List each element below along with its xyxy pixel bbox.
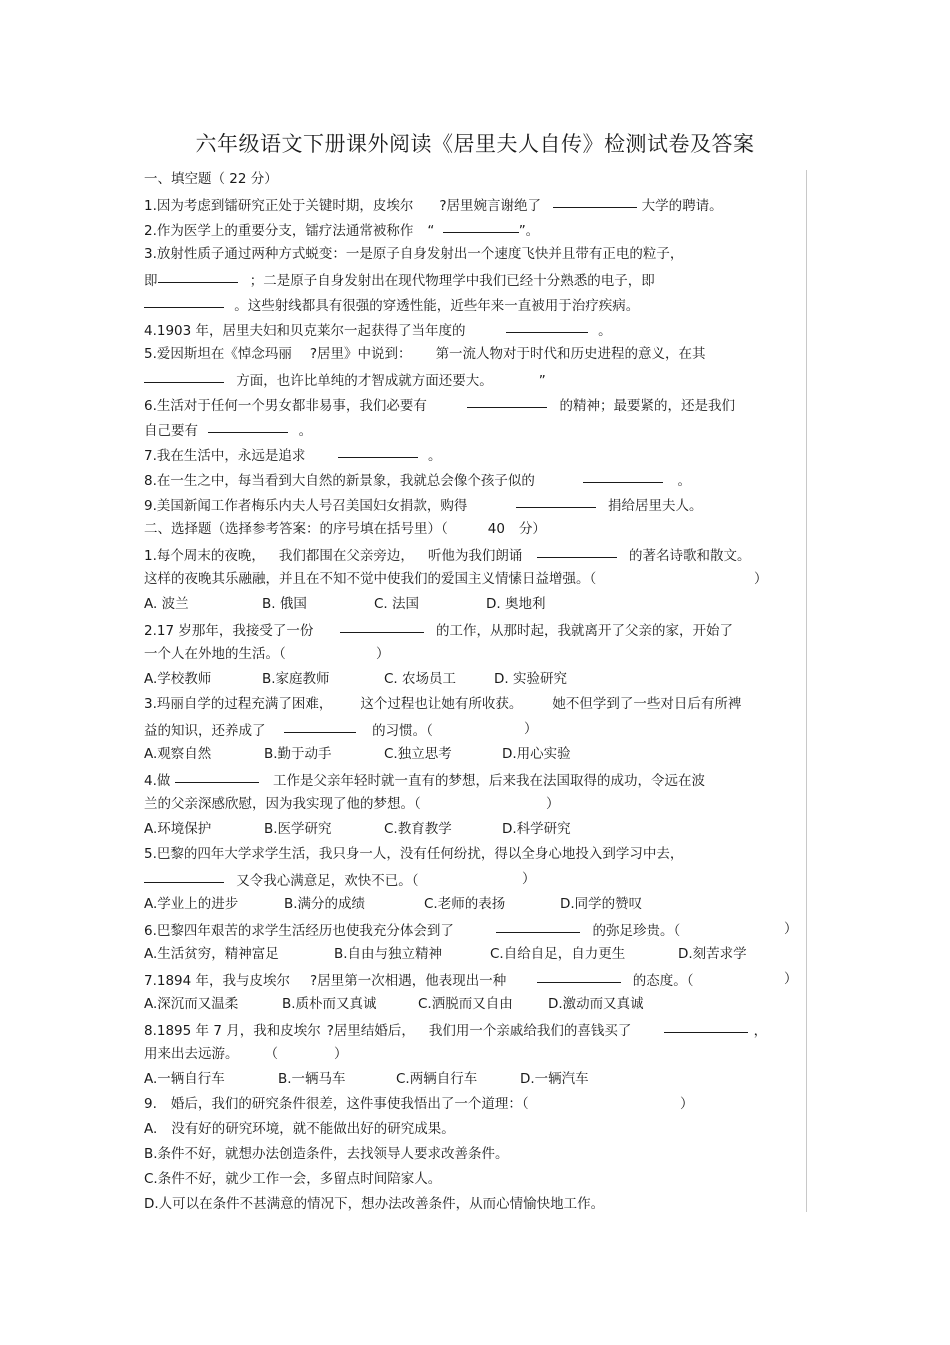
answer-blank[interactable] bbox=[516, 492, 596, 508]
option-d[interactable]: D. 实验研究 bbox=[494, 671, 567, 687]
answer-paren[interactable]: ） bbox=[524, 721, 538, 737]
answer-paren[interactable]: ） bbox=[522, 871, 536, 887]
option-d[interactable]: D.激动而又真诚 bbox=[548, 996, 644, 1012]
answer-blank[interactable] bbox=[175, 767, 259, 783]
option-c[interactable]: C. 法国 bbox=[374, 596, 420, 612]
answer-blank[interactable] bbox=[144, 367, 224, 383]
question-1-9: 9.美国新闻工作者梅乐内夫人号召美国妇女捐款，购得 捐给居里夫人。 bbox=[144, 492, 804, 517]
question-2-5-line2: 又令我心满意足，欢快不已。（ ） bbox=[144, 867, 804, 892]
question-1-7: 7.我在生活中，永远是追求 。 bbox=[144, 442, 804, 467]
answer-blank[interactable] bbox=[443, 217, 519, 233]
option-d[interactable]: D.科学研究 bbox=[502, 821, 571, 837]
answer-paren[interactable]: ） bbox=[784, 971, 798, 987]
answer-paren[interactable]: ） bbox=[546, 796, 560, 812]
question-2-4-line1: 4.做 工作是父亲年轻时就一直有的梦想，后来我在法国取得的成功，令远在波 bbox=[144, 767, 804, 792]
option-a[interactable]: A. 波兰 bbox=[144, 596, 189, 612]
option-d[interactable]: D.刻苦求学 bbox=[678, 946, 747, 962]
option-a[interactable]: A.学业上的进步 bbox=[144, 896, 239, 912]
section-heading-fill-blank: 一、填空题（ 22 分） bbox=[144, 171, 278, 187]
option-c[interactable]: C.老师的表扬 bbox=[424, 896, 506, 912]
question-2-1-line2: 这样的夜晚其乐融融，并且在不知不觉中使我们的爱国主义情愫日益增强。（ ） bbox=[144, 567, 804, 592]
answer-blank[interactable] bbox=[144, 292, 224, 308]
answer-blank[interactable] bbox=[158, 267, 238, 283]
answer-blank[interactable] bbox=[338, 442, 418, 458]
answer-blank[interactable] bbox=[537, 542, 617, 558]
answer-paren[interactable]: ） bbox=[680, 1096, 694, 1112]
question-1-4: 4.1903 年，居里夫妇和贝克莱尔一起获得了当年度的 。 bbox=[144, 317, 804, 342]
answer-blank[interactable] bbox=[537, 967, 621, 983]
question-2-9-option-d[interactable]: D.人可以在条件不甚满意的情况下，想办法改善条件，从而心情愉快地工作。 bbox=[144, 1196, 605, 1212]
option-d[interactable]: D.一辆汽车 bbox=[520, 1071, 589, 1087]
option-b[interactable]: B.满分的成绩 bbox=[284, 896, 366, 912]
answer-blank[interactable] bbox=[506, 317, 588, 333]
question-1-3-line2: 即 ；二是原子自身发射出在现代物理学中我们已经十分熟悉的电子，即 bbox=[144, 267, 804, 292]
answer-blank[interactable] bbox=[284, 717, 356, 733]
answer-blank[interactable] bbox=[664, 1017, 748, 1033]
answer-paren[interactable]: ） bbox=[376, 646, 390, 662]
question-2-8-options bbox=[144, 1067, 804, 1092]
question-1-2: 2.作为医学上的重要分支，镭疗法通常被称作 “ ”。 bbox=[144, 217, 804, 242]
option-c[interactable]: C.洒脱而又自由 bbox=[418, 996, 513, 1012]
question-2-1-options bbox=[144, 592, 804, 617]
option-c[interactable]: C.两辆自行车 bbox=[396, 1071, 478, 1087]
option-c[interactable]: C.教育教学 bbox=[384, 821, 452, 837]
question-2-9-option-b[interactable]: B.条件不好，就想办法创造条件，去找领导人要求改善条件。 bbox=[144, 1146, 509, 1162]
question-2-9-option-a[interactable]: A. 没有好的研究环境，就不能做出好的研究成果。 bbox=[144, 1121, 455, 1137]
question-1-6-line1: 6.生活对于任何一个男女都非易事，我们必要有 的精神；最要紧的，还是我们 bbox=[144, 392, 804, 417]
option-b[interactable]: B.勤于动手 bbox=[264, 746, 332, 762]
question-2-1-line1: 1.每个周末的夜晚， 我们都围在父亲旁边， 听他为我们朗诵 的著名诗歌和散文。 bbox=[144, 542, 804, 567]
option-c[interactable]: C.自给自足，自力更生 bbox=[490, 946, 626, 962]
answer-paren[interactable]: ） bbox=[784, 921, 798, 937]
option-d[interactable]: D.用心实验 bbox=[502, 746, 571, 762]
margin-rule bbox=[806, 170, 807, 1212]
question-2-5-options bbox=[144, 892, 804, 917]
option-b[interactable]: B.医学研究 bbox=[264, 821, 332, 837]
answer-blank[interactable] bbox=[553, 192, 637, 208]
section-heading-multiple-choice: 二、选择题（选择参考答案：的序号填在括号里）（ 40 分） bbox=[144, 521, 546, 537]
question-1-5-line2: 方面，也许比单纯的才智成就方面还要大。 ” bbox=[144, 367, 804, 392]
exam-body bbox=[144, 167, 804, 1217]
option-a[interactable]: A.生活贫穷，精神富足 bbox=[144, 946, 279, 962]
question-1-3-line1: 3.放射性质子通过两种方式蜕变：一是原子自身发射出一个速度飞快并且带有正电的粒子， bbox=[144, 246, 684, 262]
question-2-8-line1: 8.1895 年 7 月，我和皮埃尔 ?居里结婚后， 我们用一个亲戚给我们的喜钱买了 ， bbox=[144, 1017, 804, 1042]
option-d[interactable]: D.同学的赞叹 bbox=[560, 896, 643, 912]
question-1-5-line1: 5.爱因斯坦在《悼念玛丽 ?居里》中说到： 第一流人物对于时代和历史进程的意义，在其 bbox=[144, 346, 706, 362]
question-2-9: 9. 婚后，我们的研究条件很差，这件事使我悟出了一个道理：（ ） bbox=[144, 1092, 804, 1117]
answer-blank[interactable] bbox=[467, 392, 547, 408]
question-2-8-line2: 用来出去远游。 （ ） bbox=[144, 1042, 804, 1067]
page-title: 六年级语文下册课外阅读《居里夫人自传》检测试卷及答案 bbox=[195, 132, 755, 156]
answer-blank[interactable] bbox=[496, 917, 580, 933]
option-a[interactable]: A.深沉而又温柔 bbox=[144, 996, 239, 1012]
option-b[interactable]: B.自由与独立精神 bbox=[334, 946, 443, 962]
answer-blank[interactable] bbox=[208, 417, 288, 433]
question-2-4-line2: 兰的父亲深感欣慰，因为我实现了他的梦想。（ ） bbox=[144, 792, 804, 817]
question-2-2-line2: 一个人在外地的生活。（ ） bbox=[144, 642, 804, 667]
question-2-3-options bbox=[144, 742, 804, 767]
question-2-4-options bbox=[144, 817, 804, 842]
option-a[interactable]: A.学校教师 bbox=[144, 671, 212, 687]
option-c[interactable]: C. 农场员工 bbox=[384, 671, 457, 687]
option-b[interactable]: B. 俄国 bbox=[262, 596, 307, 612]
question-2-7-options bbox=[144, 992, 804, 1017]
option-c[interactable]: C.独立思考 bbox=[384, 746, 452, 762]
answer-paren[interactable]: ） bbox=[334, 1046, 348, 1062]
question-2-3-line1: 3.玛丽自学的过程充满了困难， 这个过程也让她有所收获。 她不但学到了一些对日后有所裨 bbox=[144, 696, 742, 712]
option-b[interactable]: B.质朴而又真诚 bbox=[282, 996, 377, 1012]
question-1-6-line2: 自己要有 。 bbox=[144, 417, 804, 442]
option-d[interactable]: D. 奥地利 bbox=[486, 596, 546, 612]
question-2-3-line2: 益的知识，还养成了 的习惯。（ ） bbox=[144, 717, 804, 742]
question-2-7: 7.1894 年，我与皮埃尔 ?居里第一次相遇，他表现出一种 的态度。（ ） bbox=[144, 967, 804, 992]
question-2-9-option-c[interactable]: C.条件不好，就少工作一会，多留点时间陪家人。 bbox=[144, 1171, 442, 1187]
option-b[interactable]: B.一辆马车 bbox=[278, 1071, 346, 1087]
answer-blank[interactable] bbox=[340, 617, 424, 633]
question-2-6-options bbox=[144, 942, 804, 967]
option-b[interactable]: B.家庭教师 bbox=[262, 671, 330, 687]
option-a[interactable]: A.观察自然 bbox=[144, 746, 212, 762]
option-a[interactable]: A.一辆自行车 bbox=[144, 1071, 225, 1087]
answer-blank[interactable] bbox=[583, 467, 663, 483]
question-2-2-line1: 2.17 岁那年，我接受了一份 的工作，从那时起，我就离开了父亲的家，开始了 bbox=[144, 617, 804, 642]
question-2-2-options bbox=[144, 667, 804, 692]
question-2-5-line1: 5.巴黎的四年大学求学生活，我只身一人，没有任何纷扰，得以全身心地投入到学习中去， bbox=[144, 846, 684, 862]
question-1-3-line3: 。这些射线都具有很强的穿透性能，近些年来一直被用于治疗疾病。 bbox=[144, 292, 804, 317]
answer-paren[interactable]: ） bbox=[754, 571, 768, 587]
question-1-1: 1.因为考虑到镭研究正处于关键时期，皮埃尔 ?居里婉言谢绝了 大学的聘请。 bbox=[144, 192, 804, 217]
option-a[interactable]: A.环境保护 bbox=[144, 821, 212, 837]
answer-blank[interactable] bbox=[144, 867, 224, 883]
question-2-6: 6.巴黎四年艰苦的求学生活经历也使我充分体会到了 的弥足珍贵。（ ） bbox=[144, 917, 804, 942]
question-1-8: 8.在一生之中，每当看到大自然的新景象，我就总会像个孩子似的 。 bbox=[144, 467, 804, 492]
